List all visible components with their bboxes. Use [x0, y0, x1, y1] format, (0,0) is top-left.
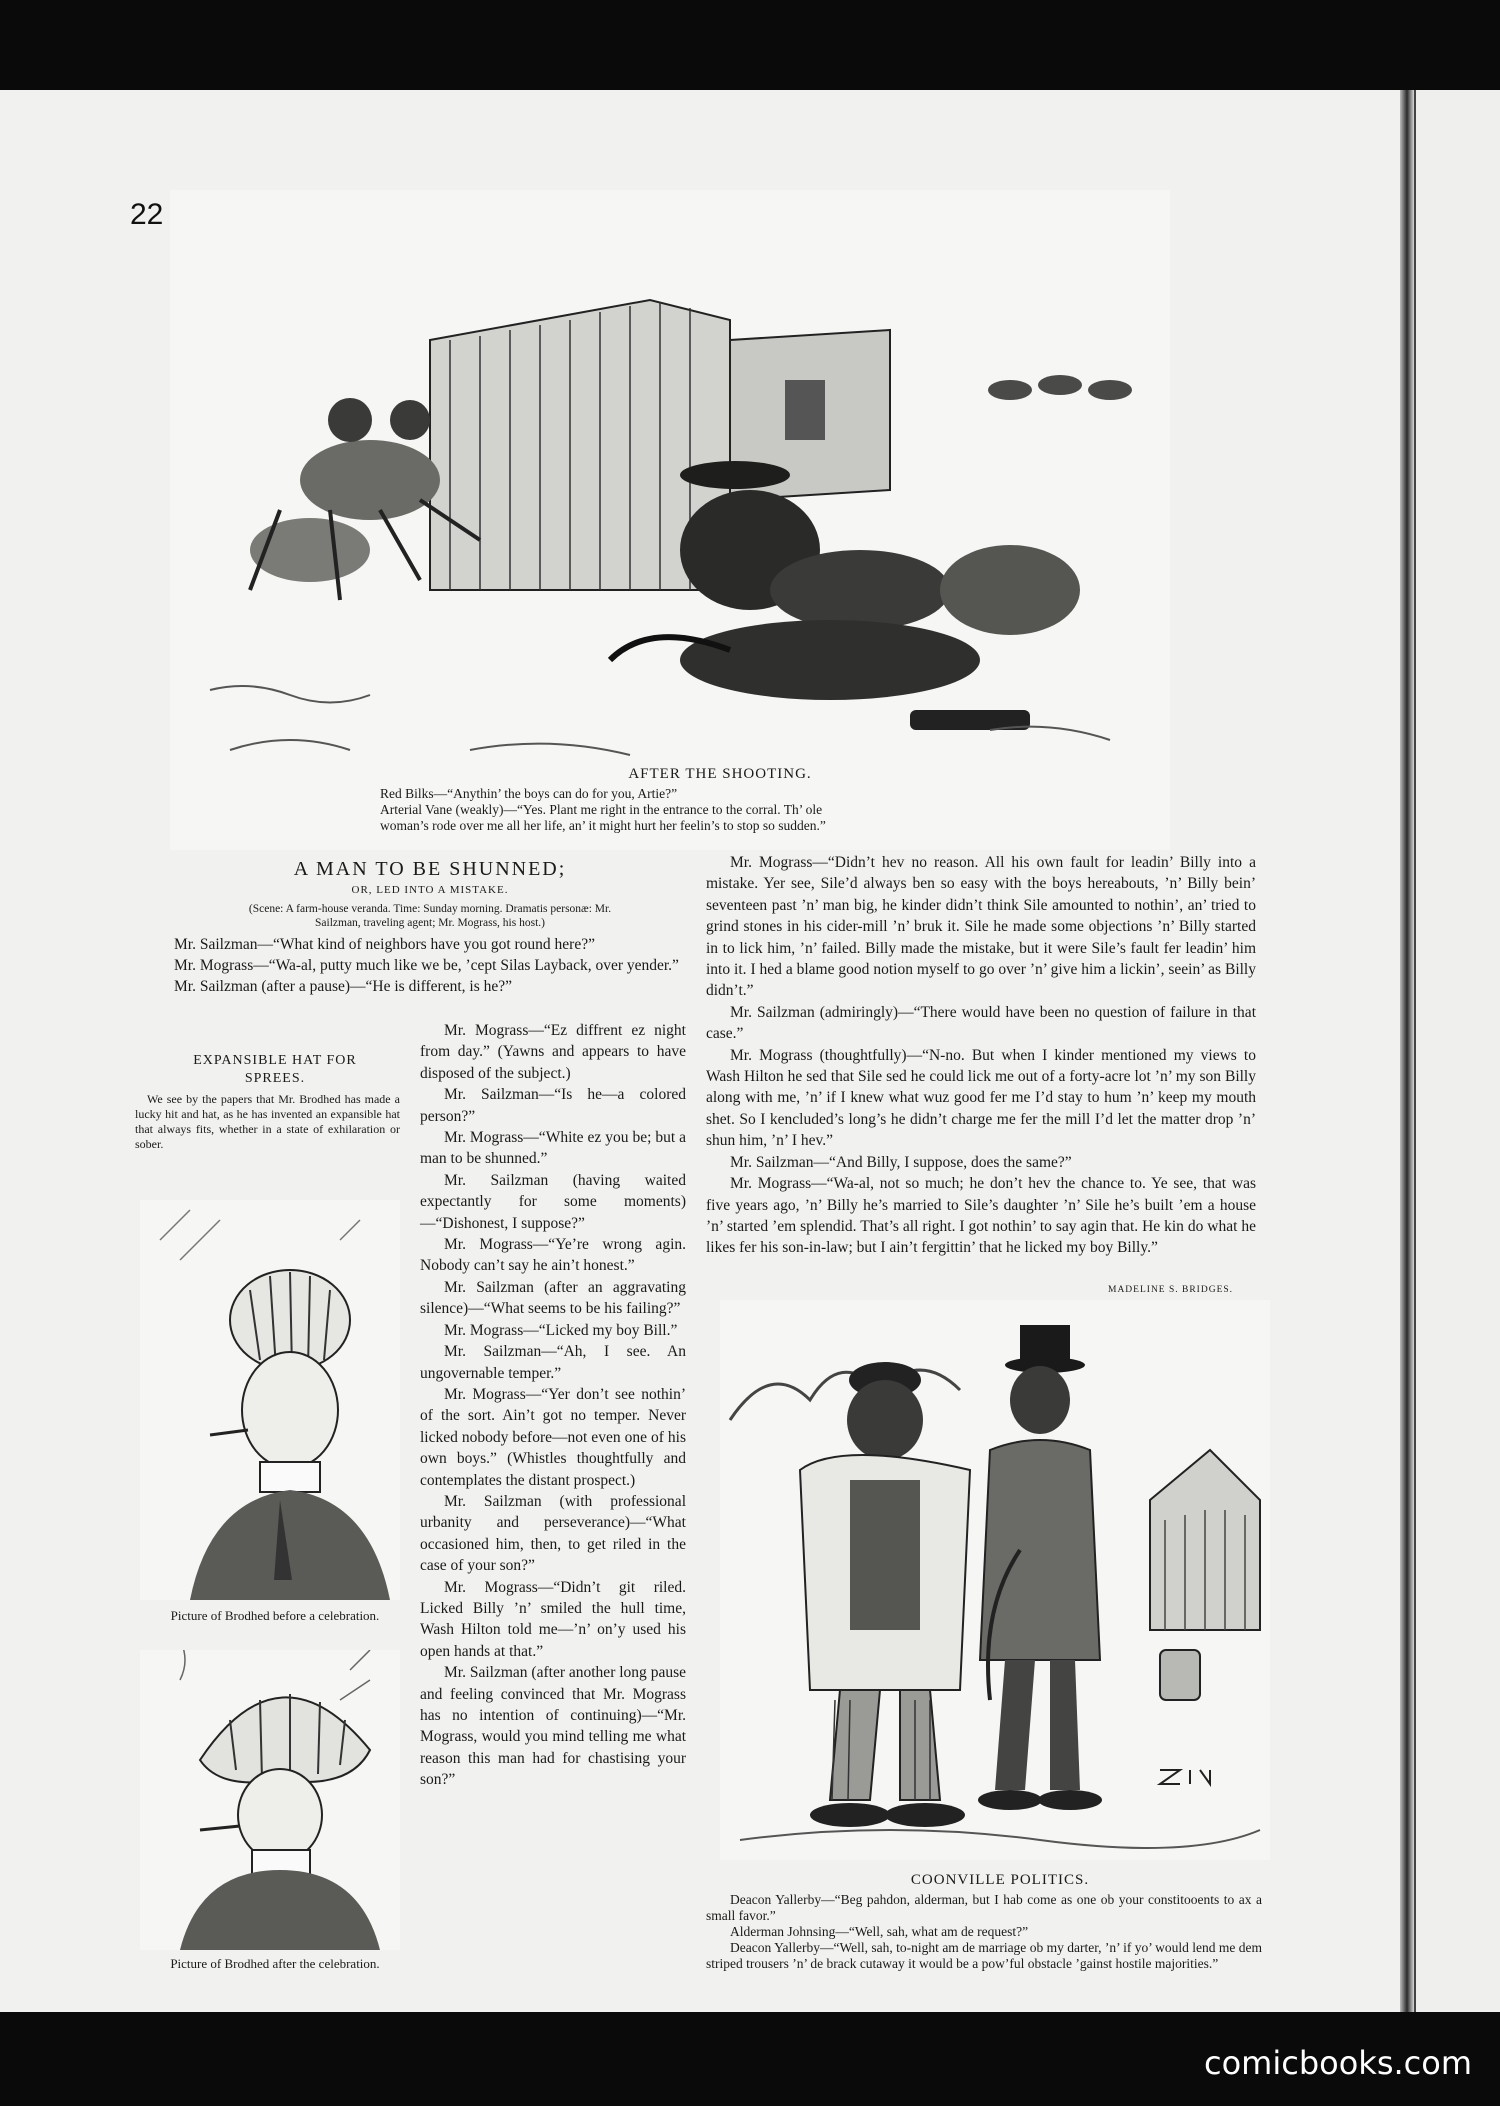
article-paragraph: Mr. Mograss (thoughtfully)—“N-no. But when I kinder mentioned my views to Wash Hilton he sed that Sile sed he could lick me out of a forty-acre lot ’n’ my son Billy along with me, ’n’ if I knew what wuz good fer me I’d stay to hum ’n’ keep my mouth shet. So I kencluded’s long’s he didn’t charge me fer the mill I’d let the matter drop ’n’ shun him, ’n’ I hev.” [706, 1046, 1256, 1150]
after-the-shooting-title: AFTER THE SHOOTING. [628, 766, 812, 782]
article-paragraph: Mr. Sailzman (after a pause)—“He is different, is he?” [174, 978, 512, 995]
sidebar-heading-line: EXPANSIBLE HAT FOR [193, 1053, 357, 1068]
article-paragraph: Mr. Mograss—“Ye’re wrong agin. Nobody can’t say he ain’t honest.” [420, 1236, 686, 1275]
article-paragraph: Mr. Sailzman (with professional urbanity and perseverance)—“What occasioned him, then, to get riled in the case of your son?” [420, 1492, 686, 1575]
page-number: 22 [130, 198, 164, 231]
sidebar-paragraph: We see by the papers that Mr. Brodhed has made a lucky hit and hat, as he has invented an expansible hat that always fits, whether in a state of exhilaration or sober. [135, 1092, 400, 1151]
article-paragraph: Mr. Sailzman—“Ah, I see. An ungovernable temper.” [420, 1343, 686, 1382]
caption-line: Alderman Johnsing—“Well, sah, what am de request?” [730, 1924, 1029, 1939]
article-intro [150, 934, 690, 997]
article-paragraph: Mr. Mograss—“White ez you be; but a man to be shunned.” [420, 1129, 686, 1168]
article-signature: MADELINE S. BRIDGES. [1108, 1285, 1234, 1295]
article-paragraph: Mr. Mograss—“Ez diffrent ez night from day.” (Yawns and appears to have disposed of the subject.) [420, 1022, 686, 1082]
sidebar-body [135, 1092, 400, 1152]
sidebar-heading [150, 1052, 400, 1088]
coonville-politics-illustration [720, 1300, 1270, 1860]
caption-line: Red Bilks—“Anythin’ the boys can do for you, Artie?” [380, 786, 678, 801]
caption-line: woman’s rode over me all her life, an’ it might hurt her feelin’s to stop so sudden.” [380, 818, 826, 833]
article-paragraph: Mr. Sailzman—“Is he—a colored person?” [420, 1086, 686, 1125]
article-right-column [706, 852, 1256, 1259]
article-paragraph: Mr. Sailzman (admiringly)—“There would have been no question of failure in that case.” [706, 1003, 1256, 1043]
article-paragraph: Mr. Sailzman—“What kind of neighbors have you got round here?” [174, 936, 595, 953]
coonville-politics-title: COONVILLE POLITICS. [910, 1872, 1090, 1888]
brodhed-before-illustration [140, 1200, 400, 1600]
caption-line: Deacon Yallerby—“Beg pahdon, alderman, but I hab come as one ob your constitooents to ax a small favor.” [706, 1892, 1262, 1923]
caption-line: Deacon Yallerby—“Well, sah, to-night am de marriage ob my darter, ’n’ if yo’ would lend me dem striped trousers ’n’ de brack cutaway it would be a pow’ful obstacle ’gainst hostile majorities.” [706, 1940, 1262, 1971]
adjacent-page-sliver [1414, 90, 1500, 2012]
article-paragraph: Mr. Sailzman (having waited expectantly for some moments)—“Dishonest, I suppose?” [420, 1171, 686, 1232]
article-scene-note [170, 902, 690, 930]
caption-line: Arterial Vane (weakly)—“Yes. Plant me right in the entrance to the corral. Th’ ole [380, 802, 823, 817]
article-subhead: OR, LED INTO A MISTAKE. [351, 884, 509, 896]
brodhed-before-caption: Picture of Brodhed before a celebration. [170, 1608, 380, 1623]
article-paragraph: Mr. Mograss—“Didn’t hev no reason. All his own fault for leadin’ Billy into a mistake. Yer see, Sile’d always ben so easy with the boys hereabouts, ’n’ Billy bein’ seventeen past ’n’ man big, he kinder didn’t think Sile amounted to nothin’, an’ tried to grind stones in his cider-mill ’n’ bruk it. Sile he made some objections ’n’ Billy started in to lick him, ’n’ failed. Billy made the mistake, but it were Sile’s fault fer leadin’ him into it. I hed a blame good notion myself to go over ’n’ give him a lickin’, seein’ as Billy didn’t.” [706, 854, 1256, 1000]
article-paragraph: Mr. Mograss—“Licked my boy Bill.” [444, 1321, 678, 1339]
article-paragraph: Mr. Mograss—“Wa-al, putty much like we be, ’cept Silas Layback, over yender.” [174, 957, 679, 974]
brodhed-after-caption: Picture of Brodhed after the celebration. [170, 1956, 380, 1971]
article-paragraph: Mr. Mograss—“Didn’t git riled. Licked Billy ’n’ smiled the hull time, Wash Hilton told me—’n’ on’y used his open hands at that.” [420, 1578, 686, 1660]
article-headline: A MAN TO BE SHUNNED; [293, 858, 567, 880]
article-middle-column [420, 1020, 686, 1791]
article-paragraph: Mr. Mograss—“Wa-al, not so much; he don’t hev the chance to. Ye see, that was five years ago, ’n’ Billy he’s married to Sile’s daughter ’n’ Sile he’s built ’em a house ’n’ started ’em splendid. That’s all right. I got nothin’ to say agin that. He kin do what he likes fer his son-in-law; but I ain’t fergittin’ that he licked my boy Billy.” [706, 1175, 1256, 1257]
after-the-shooting-illustration [170, 190, 1170, 850]
scene-line: (Scene: A farm-house veranda. Time: Sunday morning. Dramatis personæ: Mr. [248, 903, 612, 915]
article-paragraph: Mr. Sailzman (after an aggravating silence)—“What seems to be his failing?” [420, 1278, 686, 1318]
page-spine-edge [1400, 90, 1414, 2012]
article-paragraph: Mr. Sailzman (after another long pause and feeling convinced that Mr. Mograss has no intention of continuing)—“Mr. Mograss, would you mind telling me what reason this man had for chastising your son?” [420, 1664, 686, 1789]
scene-line: Sailzman, traveling agent; Mr. Mograss, his host.) [315, 917, 545, 929]
after-the-shooting-caption [380, 786, 1100, 834]
coonville-politics-caption [706, 1892, 1262, 1972]
article-paragraph: Mr. Sailzman—“And Billy, I suppose, does the same?” [730, 1153, 1072, 1171]
sidebar-heading-line: SPREES. [244, 1071, 306, 1086]
magazine-page [0, 90, 1500, 2012]
brodhed-after-illustration [140, 1650, 400, 1950]
article-paragraph: Mr. Mograss—“Yer don’t see nothin’ of the sort. Ain’t got no temper. Never licked nobody before—not even one of his own boys.” (Whistles thoughtfully and contemplates the distant prospect.) [420, 1385, 686, 1489]
site-watermark: comicbooks.com [1203, 2044, 1472, 2082]
